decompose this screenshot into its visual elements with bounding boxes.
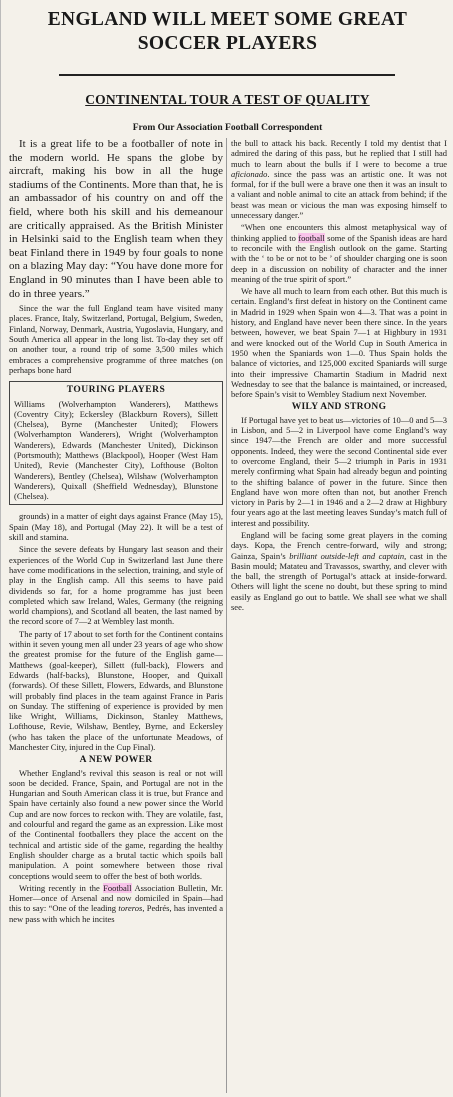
paragraph [231, 138, 447, 220]
paragraph: Since the war the full England team have visited many places. France, Italy, Switzerland, Portugal, Belgium, Sweden, Finland, Norway, Denmark, Austria, Yugoslavia, Hungary, and South America all appear in the long list. To-day they set off on another tour, a round trip of some 3,500 miles which embraces a comprehensive programme of three matches (on perhaps bone hard [9, 303, 223, 375]
italic-run: toreros [118, 903, 143, 914]
headline [1, 8, 453, 56]
section-heading: WILY AND STRONG [291, 402, 387, 413]
paragraph: Whether England’s revival this season is real or not will soon be decided. France, Spain, and Portugal are not in the Hungarian and South American class it is true, but France and Spain have certainly also found a new power since the World Cup and are now forces to reckon with. They are volatile, fast, and colourful and regard the game as an expression. Like most of the Continental footballers they place the accent on the technical and artistic side of the game, regarding the healthy English shoulder charge as a brutal tactic which spoils ball manipulation. A point somewhere between those rival conceptions would seem to offer the best of both worlds. [9, 767, 223, 881]
paragraph [231, 222, 447, 284]
headline-line-1: ENGLAND WILL MEET SOME GREAT [47, 9, 408, 30]
headline-line-2: SOCCER PLAYERS [137, 33, 318, 54]
text-run: the bull to attack his back. Recently I told my dentist that I admired the daring of this pass, but he replied that I still had much to learn about the bulls if I were to become a true [231, 138, 447, 169]
italic-run: brilliant outside-left and captain [289, 550, 405, 561]
text-run: . since the pass was an artistic one. It was not formal, for if the bull were a brave one then it was an insult to a valiant and noble animal to cite an attack from behind; if the beast was mean or vicious the man was exposing himself to unnecessary danger.” [231, 168, 447, 221]
paragraph: It is a great life to be a footballer of note in the modern world. He spans the globe by aircraft, making his bow in all the huge stadiums of the Continents. More than that, he is an ambassador of his country on and off the field, where both his skill and his demeanour are critically appraised. As the British Minister in Helsinki said to the English team when they beat Finland there in 1949 by four goals to none on a blazing May day: “You have done more for England in 90 minutes than I have been able to do in three years.” [9, 138, 223, 300]
touring-players-box [9, 381, 223, 505]
paragraph: Since the severe defeats by Hungary last season and their experiences of the World Cup in Switzerland last June there have come modifications in the selection, training, and style of play in the English camp. All this seems to have paid dividends so far, for a home programme has just been completed which saw Ireland, Wales, Germany (the reigning world champions), and Scotland all beaten, the last named by the record score of 7—2 at Wembley last month. [9, 544, 223, 627]
text-run: , cast in the Basin mould; Matateu and Travassos, swarthy, and clever with the ball, the strength of Portugal’s attack at inside-forward. Others will light the scene no doubt, but these spring to mind easily as England go out to battle. We shall see what we shall see. [231, 550, 447, 613]
text-run: England will be facing some great players in the coming days. Kopa, the French centre-forward, wily and strong; Gainza, Spain’s [231, 529, 447, 561]
paragraph: We have all much to learn from each other. But this much is certain. England’s first defeat in history on the Continent came in Madrid in 1929 when Spain won 4—3. That was a point in history, and England have never been there since. In the years between, however, we beat Spain 7—1 at Highbury in 1931 and were knocked out of the World Cup in South America in 1950 when the Spaniards won 1—0. Thus Spain holds the balance of victories, and 125,000 excited Spaniards will surge into their impressive Chamartin Stadium in Madrid next Wednesday to see that the balance is maintained, or increased, before Spain’s visit to Wembley Stadium next November. [231, 286, 447, 400]
left-column [9, 138, 223, 1093]
highlighted-word: Football [103, 882, 132, 893]
section-heading: A NEW POWER [79, 755, 153, 766]
text-run: some of the Spanish ideas are hard to reconcile with the English outlook on the game. Starting with the ‘ to be or not to be ’ of shoulder charging one is soon deep in a discussion on nobility of character and the inner meaning of the true spirit of sport.” [231, 232, 447, 284]
right-column [231, 138, 447, 1093]
paragraph: The party of 17 about to set forth for the Continent contains within it seven young men all under 23 years of age who show the greatest promise for the future of the English game—Matthews (goal-keeper), Sillett (full-back), Flowers and Edwards (half-backs), Blunstone, Hooper, and Quixall (forwards). Of these Sillett, Flowers, Edwards, and Blunstone will probably find places in the team against France in Paris on Sunday. The stiffening of experience is provided by men like Wright, Williams, Dickinson, Stanley Matthews, Lofthouse, Revie, Wilshaw, Bentley, Byrne, and Eckersley (who has taken the place of the unfortunate Meadows, of Manchester City, injured in the Cup Final). [9, 628, 223, 752]
text-run: , Pedrés, has invented a new pass with which he incites [9, 903, 223, 924]
paragraph: If Portugal have yet to beat us—victories of 10—0 and 5—3 in Lisbon, and 5—2 in Liverpool have come England’s way since 1947—the French are older and more successful opponents. Indeed, they were the second Continental side ever to overcome England, their 5—2 triumph in Paris in 1931 merely confirming what Spain had already begun and pointing to the shifting balance of power in the future. Since then England have won more often than not, but another French victory in Paris by 2—1 in 1946 and a 2—2 draw at Highbury four years ago at the last meeting leaves Sunday’s match full of interest and possibility. [231, 414, 447, 528]
paragraph [9, 883, 223, 924]
text-run: Association Bulletin, Mr. Homer—once of Arsenal and now domiciled in Spain—had this to say: “One of the leading [9, 882, 223, 914]
text-run: “When one encounters this almost metaphysical way of thinking applied to [231, 222, 447, 243]
subheadline: CONTINENTAL TOUR A TEST OF QUALITY [85, 92, 370, 107]
box-title: TOURING PLAYERS [66, 385, 166, 396]
column-divider [226, 138, 227, 1093]
headline-rule [59, 74, 395, 76]
italic-run: aficionado [231, 168, 268, 179]
paragraph: grounds) in a matter of eight days against France (May 15), Spain (May 18), and Portugal (May 22). It will be a test of skill and stamina. [9, 511, 223, 543]
box-body: Williams (Wolverhampton Wanderers), Matthews (Coventry City); Eckersley (Blackburn Rovers), Sillett (Chelsea), Byrne (Manchester United); Flowers (Wolverhampton Wanderers), Wright (Wolverhampton Wanderers), Edwards (Manchester United), Dickinson (Portsmouth); Matthews (Blackpool), Hooper (West Ham United), Revie (Manchester City), Lofthouse (Bolton Wanderers), Bentley (Chelsea), Wilshaw (Wolverhampton Wanderers), Quixall (Sheffield Wednesday), Blunstone (Chelsea). [14, 398, 218, 502]
byline: From Our Association Football Correspondent [132, 123, 323, 133]
paragraph [231, 530, 447, 612]
highlighted-word: football [298, 232, 325, 243]
text-run: Writing recently in the [19, 882, 104, 893]
